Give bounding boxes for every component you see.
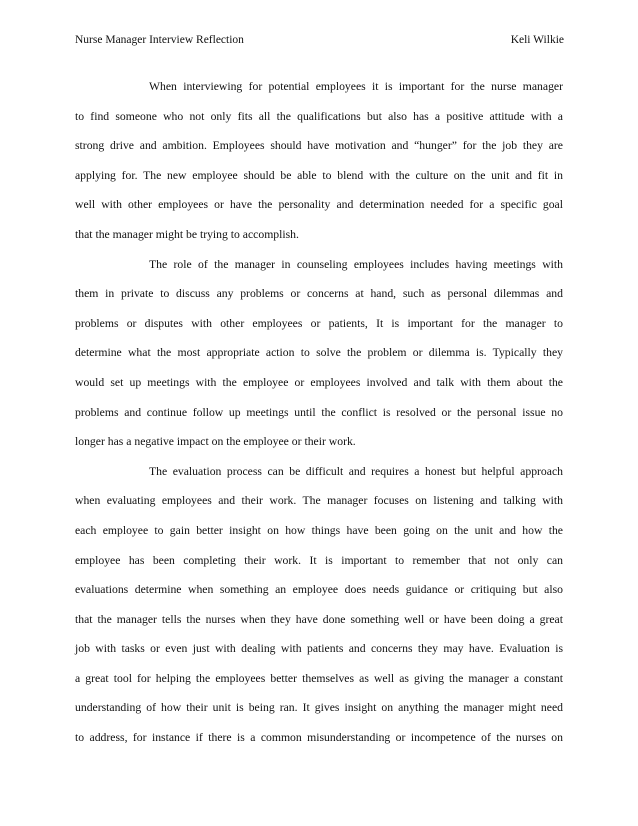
paragraph-line: that the manager tells the nurses when they have done something well or have been doing a great: [75, 612, 563, 626]
paragraph-line: evaluations determine when something an employee does needs guidance or critiquing but also: [75, 583, 563, 597]
paragraph-line: them in private to discuss any problems or concerns at hand, such as personal dilemmas and: [75, 287, 563, 301]
running-header: [75, 34, 564, 46]
paragraph-line: longer has a negative impact on the employee or their work.: [75, 435, 356, 449]
paragraph-line: problems and continue follow up meetings until the conflict is resolved or the personal issue no: [75, 405, 563, 419]
paragraph-line: applying for. The new employee should be able to blend with the culture on the unit and fit in: [75, 168, 563, 182]
paragraph-line: to find someone who not only fits all the qualifications but also has a positive attitude with a: [75, 109, 563, 123]
paragraph-line: The role of the manager in counseling employees includes having meetings with: [149, 257, 563, 271]
paragraph-line: each employee to gain better insight on how things have been going on the unit and how the: [75, 523, 563, 537]
paragraph-line: strong drive and ambition. Employees should have motivation and “hunger” for the job they are: [75, 139, 563, 153]
paragraph-line: employee has been completing their work. It is important to remember that not only can: [75, 553, 563, 567]
header-title: Nurse Manager Interview Reflection: [75, 34, 244, 46]
paragraph-line: understanding of how their unit is being ran. It gives insight on anything the manager might need: [75, 701, 563, 715]
paragraph-line: well with other employees or have the personality and determination needed for a specific goal: [75, 198, 563, 212]
paragraph-line: would set up meetings with the employee or employees involved and talk with them about the: [75, 375, 563, 389]
paragraph-line: to address, for instance if there is a common misunderstanding or incompetence of the nurses on: [75, 731, 563, 745]
paragraph-line: problems or disputes with other employees or patients, It is important for the manager to: [75, 316, 563, 330]
paragraph-line: The evaluation process can be difficult and requires a honest but helpful approach: [149, 464, 563, 478]
paragraph-line: a great tool for helping the employees better themselves as well as giving the manager a constant: [75, 671, 563, 685]
document-body: [75, 72, 563, 753]
paragraph-line: When interviewing for potential employees it is important for the nurse manager: [149, 80, 563, 93]
paragraph-line: job with tasks or even just with dealing with patients and concerns they may have. Evaluation is: [75, 642, 563, 656]
paragraph-line: determine what the most appropriate action to solve the problem or dilemma is. Typically they: [75, 346, 563, 360]
paragraph-line: when evaluating employees and their work. The manager focuses on listening and talking with: [75, 494, 563, 508]
header-author: Keli Wilkie: [510, 34, 564, 46]
paragraph-line: that the manager might be trying to accomplish.: [75, 227, 299, 241]
